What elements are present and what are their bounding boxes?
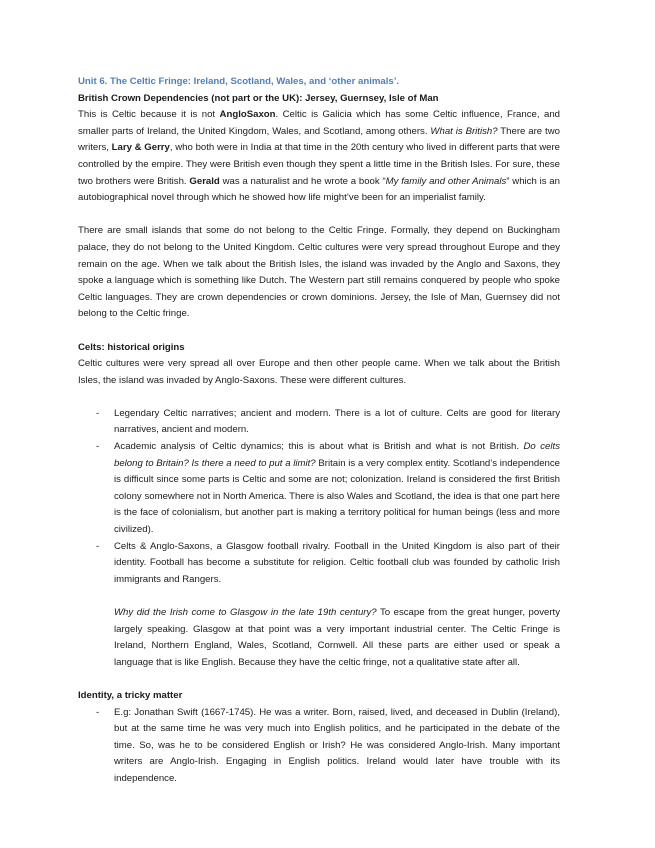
bullet-dash: - bbox=[96, 540, 100, 552]
italic-question-celts: Do celts belong to Britain? Is there a need to put a limit? bbox=[114, 441, 560, 469]
bold-term-gerald: Gerald bbox=[189, 175, 220, 187]
text-run: , who both were in India at that time in the 20th century who lived in different parts that were controlled by the empire. They were British even though they spent a little time in the British Isles. For sure, these two brothers were British. bbox=[78, 142, 561, 187]
celts-heading: Celts: historical origins bbox=[78, 341, 185, 353]
paragraph-spacer bbox=[78, 671, 560, 688]
identity-bullet-list bbox=[78, 705, 560, 788]
italic-question-british: What is British? bbox=[430, 125, 498, 137]
celts-bullet-list bbox=[78, 406, 560, 589]
paragraph-glasgow bbox=[78, 605, 560, 671]
paragraph-spacer bbox=[78, 323, 560, 340]
bullet-text-legendary: Legendary Celtic narratives; ancient and modern. There is a lot of culture. Celts are good for literary narratives, ancient and modern. bbox=[114, 407, 560, 436]
text-run: . Celtic is Galicia which has some Celtic influence, France, and smaller parts of Ireland, the United Kingdom, Wales, and Scotland, among others. bbox=[78, 109, 560, 137]
paragraph-islands: There are small islands that some do not belong to the Celtic Fringe. Formally, they depend on Buckingham palace, they do not belong to the United Kingdom. Celtic cultures were very spread throughout Europe and they remain on the age. When we talk about the British Isles, the island was invaded by the Anglo and Saxons, they spoke a language which is something like Dutch. The Western part still remains conquered by people who spoke Celtic languages. They are crown dependencies or crown dominions. Jersey, the Isle of Man, Guernsey did not belong to the Celtic fringe. bbox=[78, 225, 560, 320]
list-item bbox=[78, 406, 560, 439]
bullet-text-swift: E.g: Jonathan Swift (1667-1745). He was a writer. Born, raised, lived, and deceased in Dublin (Ireland), but at the same time he was very much into English politics, and he participated in the debate of the time. So, was he to be considered English or Irish? He was considered Anglo-Irish. Many important writers are Anglo-Irish. Engaging in English politics. Ireland would later have trouble with its independence. bbox=[114, 706, 560, 784]
text-run: was a naturalist and he wrote a book “ bbox=[219, 175, 386, 187]
text-run: ” which is an autobiographical novel through which he showed how life might’ve been for an imperialist family. bbox=[78, 175, 560, 204]
document-body bbox=[78, 74, 560, 788]
bold-term-anglosaxon: AngloSaxon bbox=[219, 109, 276, 121]
bullet-text-football: Celts & Anglo-Saxons, a Glasgow football rivalry. Football in the United Kingdom is also part of their identity. Football has become a substitute for religion. Celtic football club was founded by catholic Irish immigrants and Rangers. bbox=[114, 540, 560, 585]
italic-book-title: My family and other Animals bbox=[385, 175, 507, 187]
text-run: To escape from the great hunger, poverty largely speaking. Glasgow at that point was a very important industrial center. The Celtic Fringe is Ireland, Northern England, Wales, Scotland, Cornwell. All these parts are either used or speak a language that is like English. Because they have the celtic fringe, not a qualitative state after all. bbox=[114, 607, 560, 668]
dependencies-heading: British Crown Dependencies (not part or the UK): Jersey, Guernsey, Isle of Man bbox=[78, 92, 439, 104]
list-item bbox=[78, 439, 560, 539]
text-run: Britain is a very complex entity. Scotland’s independence is difficult since some parts is Celtic and some are not; colonization. Ireland is considered the first British colony somewhere not in North America. There is also Wales and Scotland, the idea is that one part here is the face of colonialism, but another part is making a territory political for human beings (less and more civilized). bbox=[114, 457, 561, 536]
text-run: There are two writers, bbox=[78, 125, 560, 154]
italic-question-glasgow: Why did the Irish come to Glasgow in the late 19th century? bbox=[114, 607, 377, 618]
identity-heading: Identity, a tricky matter bbox=[78, 689, 183, 701]
text-run: Academic analysis of Celtic dynamics; this is about what is British and what is not British. bbox=[114, 441, 524, 453]
paragraph-spacer bbox=[78, 207, 560, 224]
text-run: This is Celtic because it is not bbox=[78, 109, 220, 121]
bold-term-lary-gerry: Lary & Gerry bbox=[111, 142, 170, 154]
paragraph-celts: Celtic cultures were very spread all over Europe and then other people came. When we talk about the British Isles, the island was invaded by Anglo-Saxons. These were different cultures. bbox=[78, 358, 560, 386]
bullet-dash: - bbox=[96, 441, 100, 453]
paragraph-spacer bbox=[78, 588, 560, 605]
bullet-text-academic bbox=[114, 439, 560, 539]
bullet-dash: - bbox=[96, 706, 100, 718]
list-item bbox=[78, 539, 560, 589]
unit-title: Unit 6. The Celtic Fringe: Ireland, Scotland, Wales, and ‘other animals’. bbox=[78, 76, 400, 87]
bullet-dash: - bbox=[96, 407, 100, 419]
list-item bbox=[78, 705, 560, 788]
paragraph-spacer bbox=[78, 389, 560, 406]
paragraph-intro bbox=[78, 107, 560, 207]
